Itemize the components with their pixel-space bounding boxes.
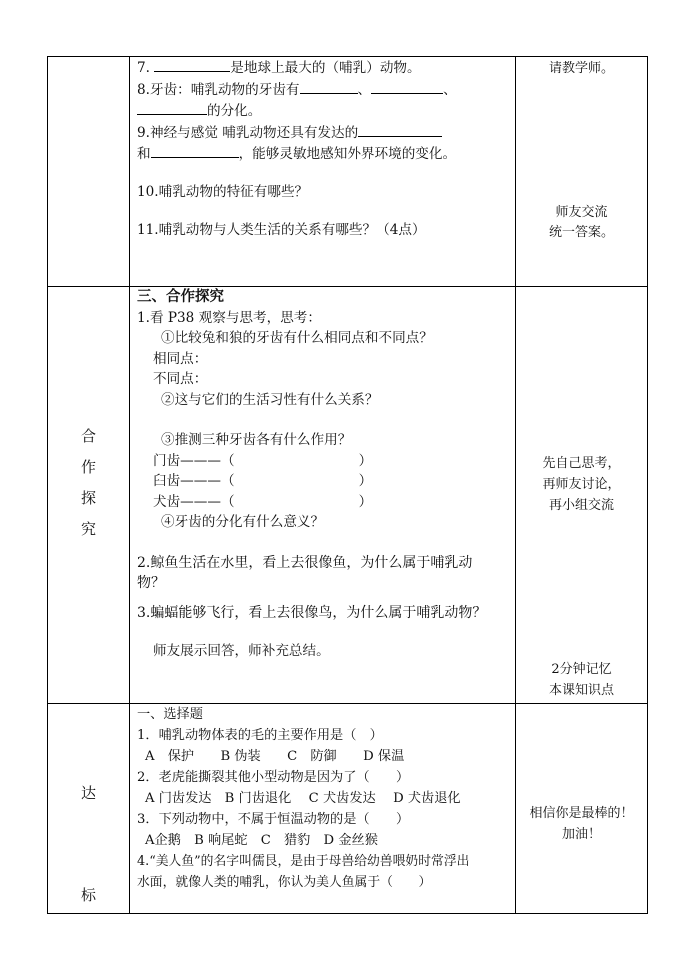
quiz-questions [130,704,516,914]
question-10: 10.哺乳动物的特征有哪些？ [137,183,309,200]
task-2-cont: 物？ [137,575,165,591]
note-unify: 统一答案。 [548,225,614,240]
side-label-empty [48,57,130,287]
diff-points: 不同点： [153,371,208,387]
note-ask-teacher: 请教学师。 [548,61,614,76]
molar-line: 臼齿———（ ） [153,473,373,489]
note-exchange: 师友交流 [555,205,608,220]
note-cheer: 加油！ [561,827,601,842]
answer-blank[interactable] [371,79,443,94]
question-8-cont: 的分化。 [137,100,509,122]
task-1: 1.看 P38 观察与思考，思考： [137,309,321,326]
quiz-q3-options: A企鹅 B 响尾蛇 C 猎豹 D 金丝猴 [145,833,378,848]
answer-blank[interactable] [300,79,358,94]
section-heading: 三、合作探究 [137,288,224,305]
summary-line: 师友展示回答，师补充总结。 [153,643,330,659]
teacher-notes [516,287,648,704]
question-7: 7. 是地球上最大的（哺乳）动物。 [137,57,509,79]
question-9: 9.神经与感觉 哺乳动物还具有发达的 [137,122,509,144]
side-label-target [48,704,130,914]
cooperative-questions [130,287,516,704]
quiz-q1-options: A 保护 B 伪装 C 防御 D 保温 [145,749,405,764]
task-1-3: ③推测三种牙齿各有什么作用？ [161,432,352,448]
teacher-notes [516,704,648,914]
side-char: 探 [80,489,96,507]
side-label-cooperative [48,287,130,704]
quiz-q2: 2．老虎能撕裂其他小型动物是因为了（ ） [137,770,410,785]
same-points: 相同点： [153,350,208,367]
quiz-q2-options: A 门齿发达 B 门齿退化 C 犬齿发达 D 犬齿退化 [145,791,461,806]
side-char: 合 [80,427,96,445]
lesson-table [47,56,648,914]
task-1-4: ④牙齿的分化有什么意义？ [161,514,325,530]
teacher-notes [516,57,648,287]
table-row-review [48,57,648,287]
table-row-cooperative [48,287,648,704]
quiz-q1: 1．哺乳动物体表的毛的主要作用是（ ） [137,728,383,743]
table-row-target [48,704,648,914]
answer-blank[interactable] [154,57,230,72]
question-8: 8.牙齿：哺乳动物的牙齿有 、 、 [137,79,509,101]
note-encourage: 相信你是最棒的！ [529,806,634,821]
question-11: 11.哺乳动物与人类生活的关系有哪些？（4点） [137,222,426,238]
side-char: 达 [80,784,96,802]
note-discuss: 再师友讨论， [542,477,621,492]
task-3: 3.蝙蝠能够飞行，看上去很像鸟，为什么属于哺乳动物？ [137,604,487,621]
note-group: 再小组交流 [548,498,614,513]
answer-blank[interactable] [151,143,239,158]
answer-blank[interactable] [358,122,442,137]
note-memorize: 2分钟记忆 [551,662,612,677]
side-char: 标 [80,886,96,904]
note-knowledge: 本课知识点 [548,683,614,698]
task-1-1: ①比较兔和狼的牙齿有什么相同点和不同点？ [161,330,433,346]
note-think: 先自己思考， [542,456,621,471]
incisor-line: 门齿———（ ） [153,452,373,469]
review-questions [130,57,516,287]
question-9-cont: 和 ，能够灵敏地感知外界环境的变化。 [137,143,509,165]
side-char: 究 [80,520,96,538]
task-2: 2.鲸鱼生活在水里，看上去很像鱼，为什么属于哺乳动 [137,554,473,571]
quiz-q3: 3．下列动物中，不属于恒温动物的是（ ） [137,812,410,827]
quiz-q4-cont: 水面，就像人类的哺乳，你认为美人鱼属于（ ） [137,875,432,890]
side-char: 作 [80,458,96,476]
quiz-heading: 一、选择题 [137,707,203,722]
worksheet [47,56,647,913]
canine-line: 犬齿———（ ） [153,493,373,510]
task-1-2: ②这与它们的生活习性有什么关系？ [161,391,379,408]
quiz-q4: 4.“美人鱼”的名字叫儒艮，是由于母兽给幼兽喂奶时常浮出 [137,854,470,869]
answer-blank[interactable] [137,100,207,115]
